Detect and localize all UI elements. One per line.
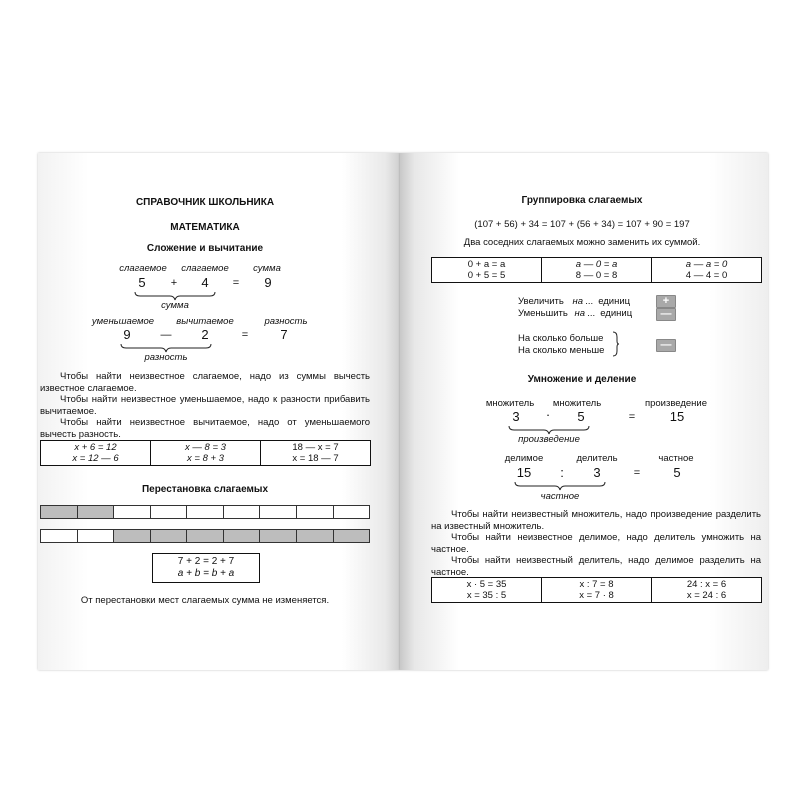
rule-unknown-addend: Чтобы найти неизвестное слагаемое, надо из суммы вычесть известное слагаемое.: [40, 371, 370, 394]
rule-unknown-dividend: Чтобы найти неизвестное делимое, надо делитель умножить на частное.: [431, 532, 761, 555]
decrease-by: на ...: [574, 308, 596, 319]
section-commutative-title: Перестановка слагаемых: [141, 484, 269, 495]
section-grouping-title: Группировка слагаемых: [521, 195, 643, 206]
examples-table-right: [431, 577, 762, 603]
sub-a: 9: [123, 327, 131, 342]
zero-rule-line: 0 + 5 = 5: [467, 270, 506, 281]
example-cell: [542, 578, 652, 602]
add-op: +: [170, 277, 178, 289]
bar-segment-empty: [260, 506, 297, 518]
book-header: СПРАВОЧНИК ШКОЛЬНИКА: [135, 197, 275, 208]
div-op: :: [560, 465, 564, 480]
minus-sign-icon: —: [656, 308, 676, 321]
increase-rule: [518, 296, 630, 307]
add-result: 9: [264, 275, 272, 290]
rule-unknown-subtrahend: Чтобы найти неизвестное вычитаемое, надо от уменьшаемого вычесть разность.: [40, 417, 370, 440]
div-a: 15: [516, 465, 532, 480]
commutative-example: 7 + 2 = 2 + 7: [177, 556, 235, 567]
quotient-label: частное: [658, 453, 694, 464]
compare-more: На сколько больше: [518, 333, 604, 344]
zero-rule-cell: [652, 258, 761, 282]
example-cell: [432, 578, 542, 602]
difference-brace-label: разность: [144, 352, 188, 363]
examples-table-left: [40, 440, 371, 466]
zero-rule-line: 4 — 4 = 0: [685, 270, 728, 281]
term1-label: слагаемое: [119, 263, 167, 274]
bar-segment-filled: [224, 530, 261, 542]
left-page: [38, 153, 400, 670]
dividend-label: делимое: [504, 453, 544, 464]
bar-segment-empty: [224, 506, 261, 518]
increase-units: единиц: [598, 296, 631, 307]
sum-brace-label: сумма: [161, 300, 189, 311]
product-brace-label: произведение: [518, 434, 580, 445]
bar-segment-empty: [187, 506, 224, 518]
rules-paragraph-left: [40, 371, 370, 440]
sub-result: 7: [280, 327, 288, 342]
example-line: 18 — x = 7: [292, 442, 339, 453]
mul-result: 15: [669, 409, 685, 424]
example-line: 24 : x = 6: [686, 579, 727, 590]
example-line: x — 8 = 3: [185, 442, 226, 453]
zero-rule-cell: [432, 258, 542, 282]
bar-segment-empty: [297, 506, 334, 518]
factor1-label: множитель: [485, 398, 535, 409]
zero-rules-table: [431, 257, 762, 283]
bar-segment-filled: [260, 530, 297, 542]
mul-op: ·: [545, 407, 551, 422]
bar-segment-filled: [78, 506, 115, 518]
example-line: x = 7 · 8: [579, 590, 614, 601]
quotient-brace: [514, 481, 606, 491]
bar-segment-empty: [151, 506, 188, 518]
right-page: [400, 153, 768, 670]
example-cell: [41, 441, 151, 465]
grouping-expression: (107 + 56) + 34 = 107 + (56 + 34) = 107 + 90 = 197: [474, 219, 690, 230]
subject-title: МАТЕМАТИКА: [170, 222, 240, 233]
sub-op: —: [160, 329, 172, 341]
example-line: x : 7 = 8: [579, 579, 614, 590]
minuend-label: уменьшаемое: [91, 316, 155, 327]
mul-a: 3: [512, 409, 520, 424]
zero-rule-line: a — a = 0: [685, 259, 728, 270]
plus-sign-icon: +: [656, 295, 676, 308]
rules-paragraph-right: [431, 509, 761, 578]
rule-unknown-minuend: Чтобы найти неизвестное уменьшаемое, надо к разности прибавить вычитаемое.: [40, 394, 370, 417]
add-eq: =: [232, 277, 240, 289]
bar-segment-filled: [297, 530, 334, 542]
segment-bar-bottom: [40, 529, 370, 543]
segment-bar-top: [40, 505, 370, 519]
bar-segment-empty: [78, 530, 115, 542]
div-b: 3: [593, 465, 601, 480]
subtrahend-label: вычитаемое: [176, 316, 234, 327]
sub-b: 2: [201, 327, 209, 342]
bar-segment-filled: [334, 530, 370, 542]
example-cell: [652, 578, 761, 602]
mul-b: 5: [577, 409, 585, 424]
decrease-word: Уменьшить: [518, 308, 568, 319]
sub-eq: =: [241, 329, 249, 341]
bar-segment-filled: [187, 530, 224, 542]
decrease-rule: [518, 308, 632, 319]
mul-eq: =: [628, 411, 636, 423]
bar-segment-filled: [41, 506, 78, 518]
div-eq: =: [633, 467, 641, 479]
decrease-units: единиц: [600, 308, 633, 319]
commutative-law: a + b = b + a: [177, 568, 235, 579]
bar-segment-empty: [334, 506, 370, 518]
bar-segment-filled: [151, 530, 188, 542]
bar-segment-empty: [41, 530, 78, 542]
divisor-label: делитель: [576, 453, 618, 464]
zero-rule-line: 8 — 0 = 8: [575, 270, 618, 281]
example-line: x + 6 = 12: [74, 442, 117, 453]
factor2-label: множитель: [552, 398, 602, 409]
quotient-brace-label: частное: [540, 491, 580, 502]
product-label: произведение: [644, 398, 708, 409]
example-line: x = 24 : 6: [686, 590, 727, 601]
add-b: 4: [201, 275, 209, 290]
commutative-formula-box: [152, 553, 260, 583]
example-line: x = 35 : 5: [466, 590, 507, 601]
rule-unknown-factor: Чтобы найти неизвестный множитель, надо произведение разделить на известный множитель.: [431, 509, 761, 532]
rule-unknown-divisor: Чтобы найти неизвестный делитель, надо делимое разделить на частное.: [431, 555, 761, 578]
zero-rule-line: a — 0 = a: [575, 259, 618, 270]
term2-label: слагаемое: [181, 263, 229, 274]
example-cell: [151, 441, 261, 465]
difference-label: разность: [264, 316, 308, 327]
grouping-note: Два соседних слагаемых можно заменить их суммой.: [463, 237, 701, 248]
section-addition-subtraction-title: Сложение и вычитание: [146, 243, 264, 254]
example-line: x = 12 — 6: [72, 453, 119, 464]
increase-by: на ...: [572, 296, 594, 307]
increase-word: Увеличить: [518, 296, 564, 307]
div-result: 5: [673, 465, 681, 480]
zero-rule-cell: [542, 258, 652, 282]
example-line: x = 8 + 3: [187, 453, 224, 464]
compare-less: На сколько меньше: [518, 345, 605, 356]
bar-segment-filled: [114, 530, 151, 542]
example-line: x · 5 = 35: [466, 579, 507, 590]
compare-brace: [612, 331, 620, 357]
example-line: x = 18 — 7: [292, 453, 339, 464]
zero-rule-line: 0 + a = a: [467, 259, 506, 270]
add-a: 5: [138, 275, 146, 290]
commutative-note: От перестановки мест слагаемых сумма не изменяется.: [80, 595, 330, 606]
minus-sign-icon: —: [656, 339, 676, 352]
section-multiplication-division-title: Умножение и деление: [527, 374, 637, 385]
bar-segment-empty: [114, 506, 151, 518]
example-cell: [261, 441, 370, 465]
sum-label: сумма: [253, 263, 281, 274]
